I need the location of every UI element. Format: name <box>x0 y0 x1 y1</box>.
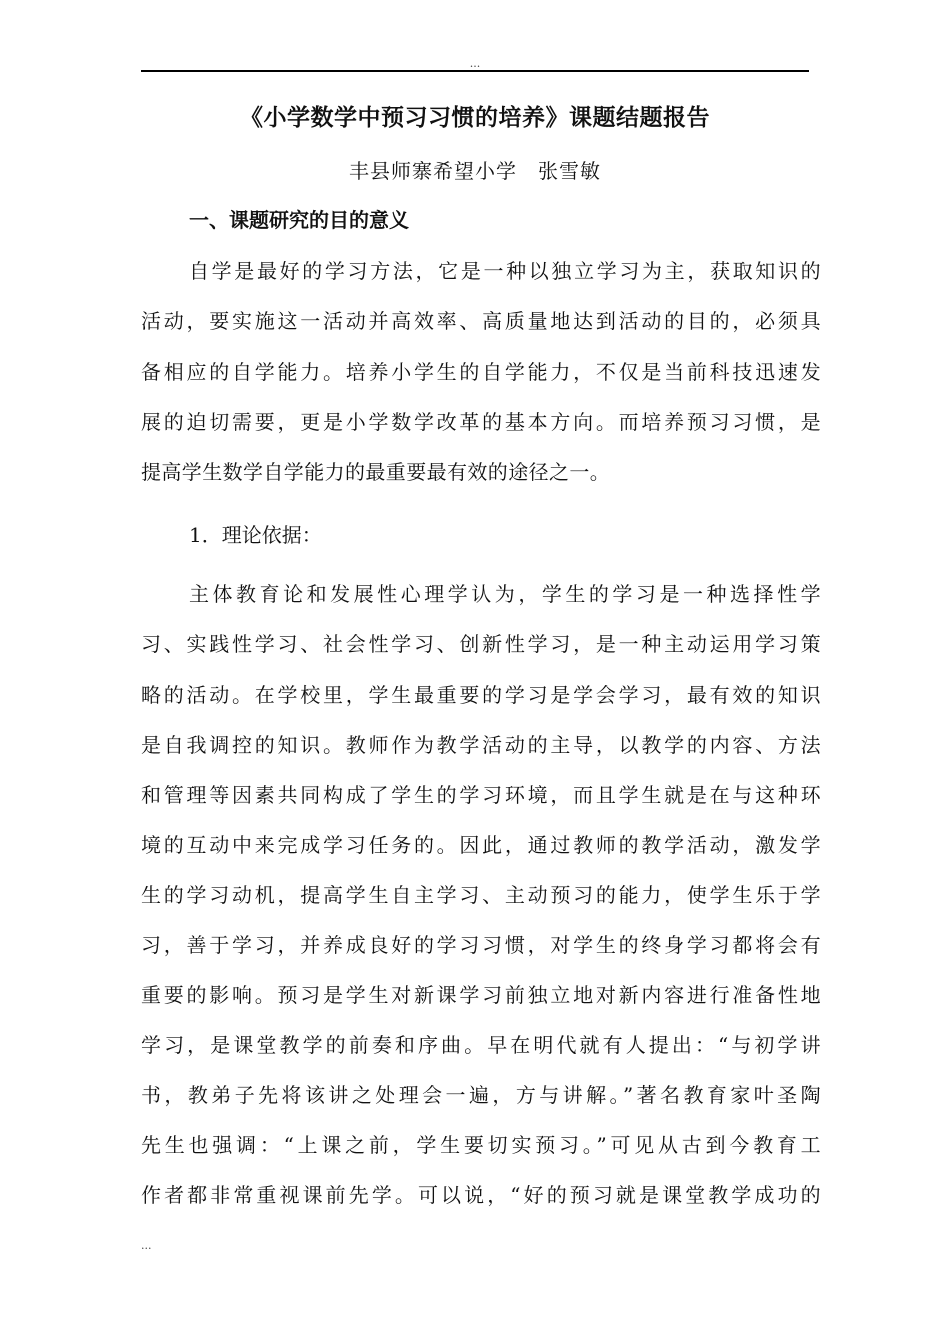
paragraph-line: 备相应的自学能力。培养小学生的自学能力，不仅是当前科技迅速发 <box>141 360 821 384</box>
paragraph-line: 略的活动。在学校里，学生最重要的学习是学会学习，最有效的知识 <box>141 683 821 707</box>
paragraph-line: 主体教育论和发展性心理学认为，学生的学习是一种选择性学 <box>189 582 821 606</box>
paragraph-line: 习，善于学习，并养成良好的学习习惯，对学生的终身学习都将会有 <box>141 933 821 957</box>
section-heading: 一、课题研究的目的意义 <box>189 208 409 232</box>
paragraph-line: 提高学生数学自学能力的最重要最有效的途径之一。 <box>141 460 611 484</box>
paragraph-line: 作者都非常重视课前先学。可以说，“好的预习就是课堂教学成功的 <box>141 1183 821 1207</box>
paragraph-line: 书，教弟子先将该讲之处理会一遍，方与讲解。”著名教育家叶圣陶 <box>141 1083 821 1107</box>
header-mark: ... <box>469 57 481 70</box>
paragraph-line: 活动，要实施这一活动并高效率、高质量地达到活动的目的，必须具 <box>141 309 821 333</box>
sub-heading: 1．理论依据： <box>189 523 322 547</box>
paragraph-line: 境的互动中来完成学习任务的。因此，通过教师的教学活动，激发学 <box>141 833 821 857</box>
document-title: 《小学数学中预习习惯的培养》课题结题报告 <box>240 104 710 131</box>
header-rule <box>141 70 809 72</box>
paragraph-line: 自学是最好的学习方法，它是一种以独立学习为主，获取知识的 <box>189 259 821 283</box>
footer-mark: ... <box>141 1239 152 1252</box>
paragraph-line: 学习，是课堂教学的前奏和序曲。早在明代就有人提出：“与初学讲 <box>141 1033 821 1057</box>
paragraph-line: 重要的影响。预习是学生对新课学习前独立地对新内容进行准备性地 <box>141 983 821 1007</box>
paragraph-line: 展的迫切需要，更是小学数学改革的基本方向。而培养预习习惯，是 <box>141 410 821 434</box>
paragraph-line: 习、实践性学习、社会性学习、创新性学习，是一种主动运用学习策 <box>141 632 821 656</box>
paragraph-line: 先生也强调：“上课之前，学生要切实预习。”可见从古到今教育工 <box>141 1133 821 1157</box>
paragraph-line: 是自我调控的知识。教师作为教学活动的主导，以教学的内容、方法 <box>141 733 821 757</box>
paragraph-line: 和管理等因素共同构成了学生的学习环境，而且学生就是在与这种环 <box>141 783 821 807</box>
author-line: 丰县师寨希望小学 张雪敏 <box>349 159 601 183</box>
paragraph-line: 生的学习动机，提高学生自主学习、主动预习的能力，使学生乐于学 <box>141 883 821 907</box>
